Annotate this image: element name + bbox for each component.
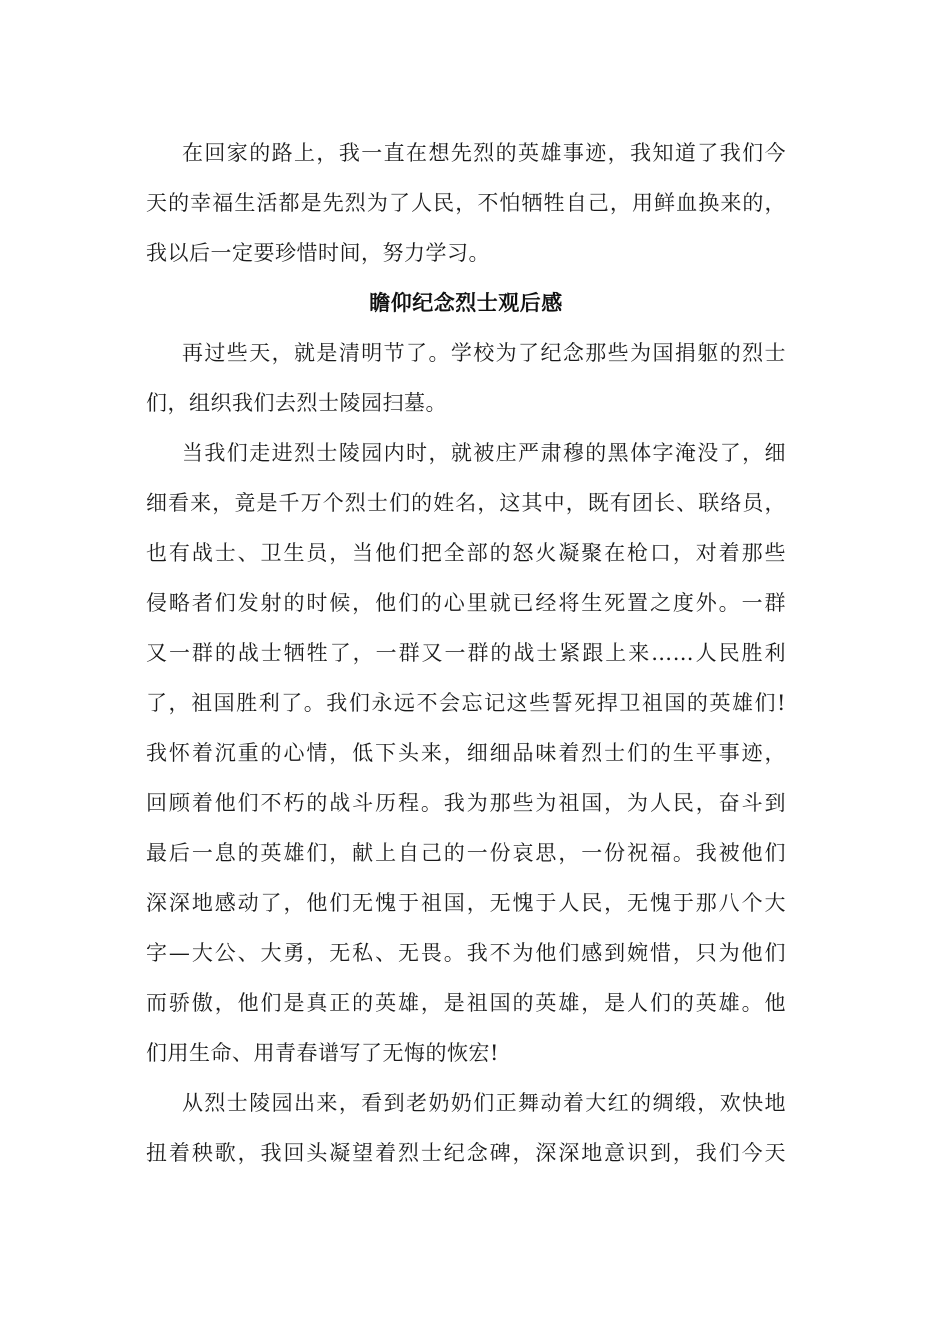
paragraph-3	[146, 1078, 786, 1178]
text-line: 侵略者们发射的时候，他们的心里就已经将生死置之度外。一群	[146, 591, 786, 615]
text-line: 最后一息的英雄们，献上自己的一份哀思，一份祝福。我被他们	[146, 841, 786, 865]
text-line: 再过些天，就是清明节了。学校为了纪念那些为国捐躯的烈士	[182, 341, 786, 365]
text-line: 也有战士、卫生员，当他们把全部的怒火凝聚在枪口，对着那些	[146, 541, 786, 565]
text-line: 们，组织我们去烈士陵园扫墓。	[146, 391, 447, 415]
text-line: 扭着秧歌，我回头凝望着烈士纪念碑，深深地意识到，我们今天	[146, 1141, 786, 1165]
text-line: 我以后一定要珍惜时间，努力学习。	[146, 241, 490, 265]
paragraph-2	[146, 428, 786, 1078]
text-line: 而骄傲，他们是真正的英雄，是祖国的英雄，是人们的英雄。他	[146, 991, 786, 1015]
text-line: 又一群的战士牺牲了，一群又一群的战士紧跟上来……人民胜利	[146, 641, 786, 665]
intro-paragraph	[146, 128, 786, 278]
text-line: 当我们走进烈士陵园内时，就被庄严肃穆的黑体字淹没了，细	[182, 441, 786, 465]
text-line: 了，祖国胜利了。我们永远不会忘记这些誓死捍卫祖国的英雄们!	[146, 691, 786, 715]
text-line: 回顾着他们不朽的战斗历程。我为那些为祖国，为人民，奋斗到	[146, 791, 786, 815]
text-line: 天的幸福生活都是先烈为了人民，不怕牺牲自己，用鲜血换来的，	[146, 191, 786, 215]
document-body	[146, 128, 786, 1178]
text-line: 从烈士陵园出来，看到老奶奶们正舞动着大红的绸缎，欢快地	[182, 1091, 786, 1115]
text-line: 我怀着沉重的心情，低下头来，细细品味着烈士们的生平事迹，	[146, 741, 786, 765]
paragraph-1	[146, 328, 786, 428]
text-line: 细看来，竟是千万个烈士们的姓名，这其中，既有团长、联络员，	[146, 491, 786, 515]
text-line: 深深地感动了，他们无愧于祖国，无愧于人民，无愧于那八个大	[146, 891, 786, 915]
text-line: 们用生命、用青春谱写了无悔的恢宏!	[146, 1041, 499, 1065]
essay-title: 瞻仰纪念烈士观后感	[369, 291, 563, 315]
text-line: 字—大公、大勇，无私、无畏。我不为他们感到婉惜，只为他们	[146, 941, 786, 965]
text-line: 在回家的路上，我一直在想先烈的英雄事迹，我知道了我们今	[182, 141, 786, 165]
